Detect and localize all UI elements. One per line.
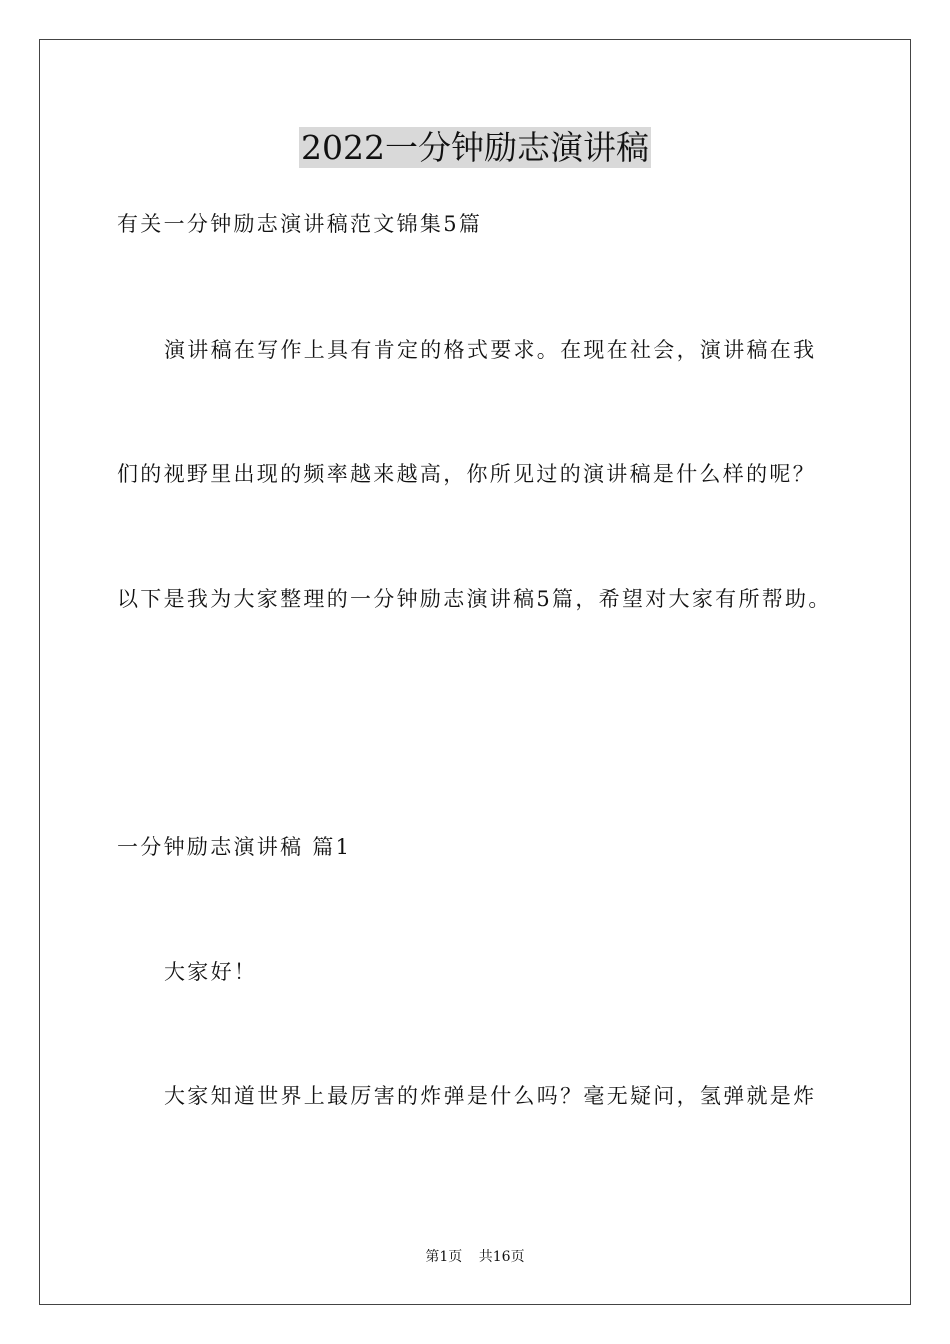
document-title-wrapper (0, 127, 950, 168)
paragraph-line: 大家好！ (164, 960, 258, 984)
paragraph-line: 演讲稿在写作上具有肯定的格式要求。在现在社会，演讲稿在我 (164, 338, 817, 362)
paragraph-line: 大家知道世界上最厉害的炸弹是什么吗？毫无疑问，氢弹就是炸 (164, 1084, 817, 1108)
page-footer (0, 1248, 950, 1266)
document-title: 2022一分钟励志演讲稿 (301, 128, 649, 167)
section-heading: 一分钟励志演讲稿 篇1 (117, 835, 352, 859)
page-total: 共16页 (478, 1249, 525, 1265)
paragraph-line: 以下是我为大家整理的一分钟励志演讲稿5篇，希望对大家有所帮助。 (117, 587, 832, 611)
subtitle-line: 有关一分钟励志演讲稿范文锦集5篇 (117, 212, 483, 236)
paragraph-line: 们的视野里出现的频率越来越高，你所见过的演讲稿是什么样的呢？ (117, 462, 816, 486)
page-number: 第1页 (425, 1249, 463, 1265)
